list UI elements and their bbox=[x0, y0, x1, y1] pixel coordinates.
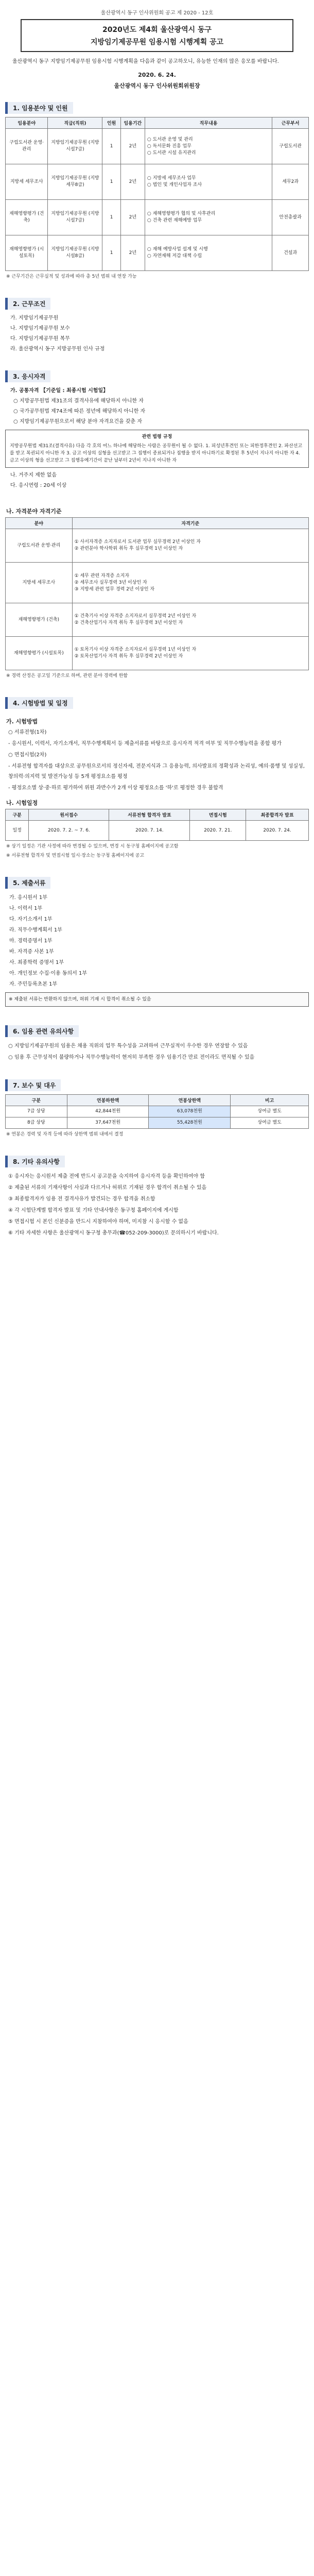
cell: 재해영향평가 (건축) bbox=[6, 603, 73, 637]
section-heading-6: 6. 임용 관련 유의사항 bbox=[5, 1025, 79, 1037]
cell: 2년 bbox=[120, 129, 145, 164]
cell: 세무2과 bbox=[272, 164, 309, 200]
col-header: 서류전형 합격자 발표 bbox=[109, 809, 190, 821]
cell: 2020. 7. 24. bbox=[246, 821, 309, 841]
col-header: 비고 bbox=[231, 1095, 309, 1106]
notice-date: 2020. 6. 24. bbox=[138, 72, 176, 78]
table-row bbox=[6, 603, 309, 637]
col-header: 임용분야 bbox=[6, 117, 48, 129]
col-header: 임용기간 bbox=[120, 117, 145, 129]
section-heading-7: 7. 보수 및 대우 bbox=[5, 1079, 61, 1091]
cell: 7급 상당 bbox=[6, 1106, 67, 1117]
col-header: 원서접수 bbox=[29, 809, 109, 821]
step-title: ○ 면접시험(2차) bbox=[8, 752, 47, 758]
cell: ○ 도서관 운영 및 관리 ○ 독서문화 진흥 업무 ○ 도서관 시설 유지관리 bbox=[145, 129, 272, 164]
issuer: 울산광역시 동구 인사위원회위원장 bbox=[114, 82, 200, 89]
list-item: 라. 울산광역시 동구 지방공무원 인사 규정 bbox=[10, 346, 105, 352]
list-item: ○ 지방임기제공무원으로서 해당 분야 자격요건을 갖춘 자 bbox=[13, 419, 142, 425]
cell: 지방임기제공무원 (지방시설8급) bbox=[48, 235, 102, 271]
col-header: 연봉상한액 bbox=[149, 1095, 231, 1106]
para-text: ○ 지방임기제공무원의 임용은 채용 직위의 업무 특수성을 고려하여 근무실적이 우수한 경우 연장할 수 있음 bbox=[8, 1043, 248, 1049]
list-item: ○ 지방공무원법 제31조의 결격사유에 해당하지 아니한 자 bbox=[13, 398, 144, 404]
table-row bbox=[6, 200, 309, 235]
section-heading-2: 2. 근무조건 bbox=[5, 298, 50, 310]
table-row bbox=[6, 164, 309, 200]
table-row bbox=[6, 637, 309, 670]
col-header: 인원 bbox=[102, 117, 120, 129]
cell: 1 bbox=[102, 200, 120, 235]
cell: 55,428천원 bbox=[149, 1117, 231, 1129]
cell: 8급 상당 bbox=[6, 1117, 67, 1129]
table-row bbox=[6, 1106, 309, 1117]
cell: 건설과 bbox=[272, 235, 309, 271]
doc-item: 나. 이력서 1부 bbox=[9, 906, 43, 911]
table-note: ※ 서류전형 합격자 및 면접시험 일시·장소는 동구청 홈페이지에 공고 bbox=[6, 853, 145, 858]
notice-page bbox=[5, 0, 309, 1239]
table-row bbox=[6, 129, 309, 164]
cell: 재해영향평가 (건축) bbox=[6, 200, 48, 235]
title-line-2: 지방임기제공무원 임용시험 시행계획 공고 bbox=[90, 38, 224, 46]
section-heading-4: 4. 시험방법 및 일정 bbox=[5, 697, 73, 709]
list-item: 가. 지방임기제공무원 bbox=[10, 315, 59, 321]
salary-table bbox=[5, 1094, 309, 1129]
doc-item: 가. 응시원서 1부 bbox=[9, 895, 47, 901]
doc-item: 바. 자격증 사본 1부 bbox=[9, 949, 54, 955]
cell: 1 bbox=[102, 164, 120, 200]
cell: 상여금 별도 bbox=[231, 1106, 309, 1117]
notice-item: ⑤ 면접시험 시 본인 신분증을 반드시 지참하여야 하며, 미지참 시 응시할 수 없음 bbox=[8, 1219, 188, 1225]
law-box bbox=[5, 430, 309, 468]
doc-item: 사. 최종학력 증명서 1부 bbox=[9, 960, 64, 965]
col-header: 면접시험 bbox=[190, 809, 246, 821]
col-header: 근무부서 bbox=[272, 117, 309, 129]
cell: 지방임기제공무원 (지방시설7급) bbox=[48, 129, 102, 164]
col-header: 분야 bbox=[6, 518, 73, 529]
cell: ○ 재해 예방사업 설계 및 시행 ○ 자연재해 저감 대책 수립 bbox=[145, 235, 272, 271]
cell: ① 건축기사 이상 자격증 소지자로서 실무경력 2년 이상인 자 ② 건축산업기사 자격 취득 후 실무경력 3년 이상인 자 bbox=[72, 603, 308, 637]
para-text: ○ 임용 후 근무성적이 불량하거나 직무수행능력이 현저히 부족한 경우 임용기간 만료 전이라도 면직될 수 있음 bbox=[8, 1055, 255, 1060]
col-header: 자격기준 bbox=[72, 518, 308, 529]
positions-table bbox=[5, 117, 309, 271]
cell: 지방세 세무조사 bbox=[6, 164, 48, 200]
table-note: ※ 연봉은 경력 및 자격 등에 따라 상한액 범위 내에서 결정 bbox=[6, 1132, 124, 1137]
list-item: 다. 지방임기제공무원 복무 bbox=[10, 336, 70, 342]
cell: 재해영향평가 (시설토목) bbox=[6, 235, 48, 271]
cell: 2020. 7. 14. bbox=[109, 821, 190, 841]
cell: 상여금 별도 bbox=[231, 1117, 309, 1129]
docs-note: ※ 제출된 서류는 반환하지 않으며, 허위 기재 시 합격이 취소될 수 있음 bbox=[5, 992, 309, 1007]
cell: 1 bbox=[102, 235, 120, 271]
schedule-table bbox=[5, 809, 309, 841]
qualification-table bbox=[5, 517, 309, 670]
col-header: 구분 bbox=[6, 1095, 67, 1106]
list-item: ○ 국가공무원법 제74조에 따른 정년에 해당하지 아니한 자 bbox=[13, 409, 146, 414]
cell: 63,078천원 bbox=[149, 1106, 231, 1117]
sub-heading: 가. 시험방법 bbox=[6, 718, 38, 725]
intro-text: 울산광역시 동구 지방임기제공무원 임용시험 시행계획을 다음과 같이 공고하오니, 유능한 인재의 많은 응모를 바랍니다. bbox=[12, 59, 279, 64]
title-box bbox=[21, 19, 293, 52]
cell: 구립도서관 운영·관리 bbox=[6, 529, 73, 563]
sub-heading: 나. 시험일정 bbox=[6, 800, 38, 806]
doc-item: 라. 직무수행계획서 1부 bbox=[9, 927, 62, 933]
cell: 42,844천원 bbox=[67, 1106, 149, 1117]
step-text: - 응시원서, 이력서, 자기소개서, 직무수행계획서 등 제출서류를 바탕으로 응시자격 적격 여부 및 직무수행능력을 종합 평가 bbox=[8, 741, 282, 747]
notice-item: ② 제출된 서류의 기재사항이 사실과 다르거나 허위로 기재된 경우 합격이 취소될 수 있음 bbox=[8, 1185, 207, 1191]
table-note: ※ 상기 일정은 기관 사정에 따라 변경될 수 있으며, 변경 시 동구청 홈페이지에 공고함 bbox=[6, 844, 179, 849]
col-header: 직무내용 bbox=[145, 117, 272, 129]
cell: 2년 bbox=[120, 235, 145, 271]
table-row bbox=[6, 1117, 309, 1129]
notice-item: ③ 최종합격자가 임용 전 결격사유가 발견되는 경우 합격을 취소함 bbox=[8, 1196, 155, 1202]
doc-item: 다. 자기소개서 1부 bbox=[9, 917, 53, 922]
cell: ① 세무 관련 자격증 소지자 ② 세무조사 실무경력 3년 이상인 자 ③ 지방세 관련 업무 경력 2년 이상인 자 bbox=[72, 563, 308, 603]
cell: 1 bbox=[102, 129, 120, 164]
notice-item: ⑥ 기타 자세한 사항은 울산광역시 동구청 총무과(☎052-209-3000)로 문의하시기 바랍니다. bbox=[8, 1230, 219, 1236]
notice-item: ① 응시자는 응시원서 제출 전에 반드시 공고문을 숙지하여 응시자격 등을 확인하여야 함 bbox=[8, 1174, 205, 1179]
cell: ○ 재해영향평가 협의 및 사후관리 ○ 건축 관련 재해예방 업무 bbox=[145, 200, 272, 235]
cell: 구립도서관 운영·관리 bbox=[6, 129, 48, 164]
notice-number: 울산광역시 동구 인사위원회 공고 제 2020 - 12호 bbox=[100, 10, 214, 16]
cell: 2년 bbox=[120, 200, 145, 235]
section-heading-1: 1. 임용분야 및 인원 bbox=[5, 102, 73, 114]
table-row bbox=[6, 529, 309, 563]
table-row bbox=[6, 563, 309, 603]
table-row bbox=[6, 235, 309, 271]
cell: 안전총괄과 bbox=[272, 200, 309, 235]
col-header: 직급(직위) bbox=[48, 117, 102, 129]
cell: 구립도서관 bbox=[272, 129, 309, 164]
section-heading-5: 5. 제출서류 bbox=[5, 877, 50, 889]
list-item: 나. 지방임기제공무원 보수 bbox=[10, 326, 70, 331]
list-item: 다. 응시연령 : 20세 이상 bbox=[10, 483, 67, 488]
cell: 2년 bbox=[120, 164, 145, 200]
col-header: 최종합격자 발표 bbox=[246, 809, 309, 821]
cell: ○ 지방세 세무조사 업무 ○ 법인 및 개인사업자 조사 bbox=[145, 164, 272, 200]
doc-item: 마. 경력증명서 1부 bbox=[9, 938, 53, 944]
qualification-heading: 나. 자격분야 자격기준 bbox=[6, 508, 62, 515]
doc-item: 아. 개인정보 수집·이용 동의서 1부 bbox=[9, 971, 88, 976]
list-item: 가. 공통자격 【기준일 : 최종시험 시험일】 bbox=[10, 388, 109, 394]
cell: 2020. 7. 2. ~ 7. 6. bbox=[29, 821, 109, 841]
step-text: - 서류전형 합격자를 대상으로 공무원으로서의 정신자세, 전문지식과 그 응용능력, 의사발표의 정확성과 논리성, 예의·품행 및 성실성, 창의력·의지력 및 발전가능성 등 5개 평정요소를 평정 bbox=[8, 764, 305, 779]
table-row bbox=[6, 821, 309, 841]
col-header: 구분 bbox=[6, 809, 29, 821]
cell: 2020. 7. 21. bbox=[190, 821, 246, 841]
cell: ① 사서자격증 소지자로서 도서관 업무 실무경력 2년 이상인 자 ② 관련분야 학사학위 취득 후 실무경력 1년 이상인 자 bbox=[72, 529, 308, 563]
col-header: 연봉하한액 bbox=[67, 1095, 149, 1106]
table-note: ※ 근무기간은 근무실적 및 성과에 따라 총 5년 범위 내 연장 가능 bbox=[6, 274, 137, 279]
cell: 지방임기제공무원 (지방시설7급) bbox=[48, 200, 102, 235]
cell: 지방세 세무조사 bbox=[6, 563, 73, 603]
section-heading-3: 3. 응시자격 bbox=[5, 370, 50, 382]
title-line-1: 2020년도 제4회 울산광역시 동구 bbox=[102, 26, 212, 34]
list-item: 나. 거주지 제한 없음 bbox=[10, 472, 57, 478]
cell: 일정 bbox=[6, 821, 29, 841]
doc-item: 자. 주민등록초본 1부 bbox=[9, 981, 58, 987]
law-box-text: 지방공무원법 제31조(결격사유) 다음 각 호의 어느 하나에 해당하는 사람은 공무원이 될 수 없다. 1. 피성년후견인 또는 피한정후견인 2. 파산선고를 받고 복권되지 아니한 자 3. 금고 이상의 실형을 선고받고 그 집행이 종료되거나 집행을 받지 아니하기로 확정된 후 5년이 지나지 아니한 자 4. 금고 이상의 형을 선고받고 그 집행유예기간이 끝난 날부터 2년이 지나지 아니한 자 bbox=[10, 444, 303, 463]
notice-item: ④ 각 시험단계별 합격자 발표 및 기타 안내사항은 동구청 홈페이지에 게시함 bbox=[8, 1208, 179, 1213]
law-box-title: 관련 법령 규정 bbox=[142, 434, 172, 439]
cell: 37,647천원 bbox=[67, 1117, 149, 1129]
step-text: - 평정요소별 상·중·하로 평가하여 위원 과반수가 2개 이상 평정요소를 '하'로 평정한 경우 불합격 bbox=[8, 785, 223, 791]
cell: 재해영향평가 (시설토목) bbox=[6, 637, 73, 670]
cell: ① 토목기사 이상 자격증 소지자로서 실무경력 1년 이상인 자 ② 토목산업기사 자격 취득 후 실무경력 2년 이상인 자 bbox=[72, 637, 308, 670]
cell: 지방임기제공무원 (지방세무8급) bbox=[48, 164, 102, 200]
section-heading-8: 8. 기타 유의사항 bbox=[5, 1156, 65, 1167]
table-note: ※ 경력 산정은 공고일 기준으로 하며, 관련 분야 경력에 한함 bbox=[6, 673, 128, 679]
step-title: ○ 서류전형(1차) bbox=[8, 730, 47, 735]
